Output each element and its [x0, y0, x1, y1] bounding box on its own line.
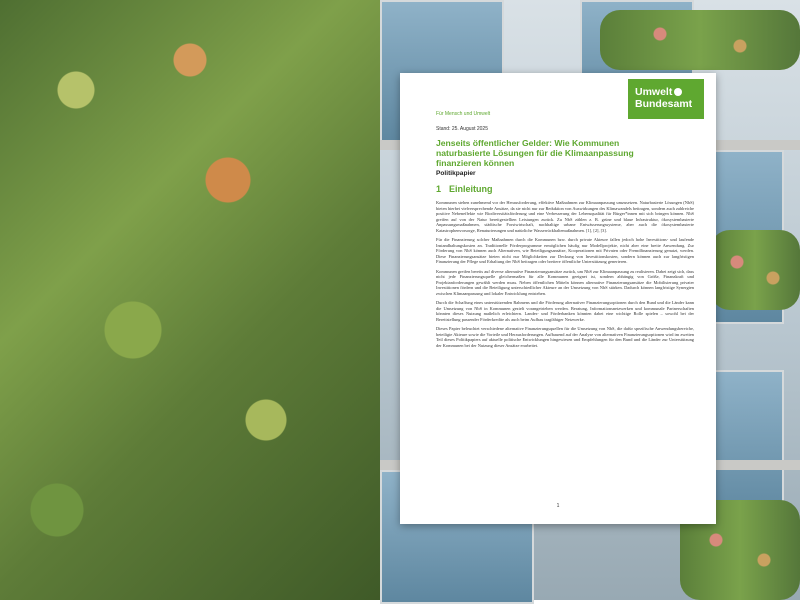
leaf-dot-icon — [674, 88, 682, 96]
document-date: Stand: 25. August 2025 — [436, 126, 488, 132]
planter — [600, 10, 800, 70]
page-number: 1 — [556, 503, 560, 509]
section-number: 1 — [436, 184, 442, 194]
section-title: Einleitung — [449, 184, 493, 194]
logo-line1: Umwelt — [635, 86, 673, 98]
body-text — [436, 200, 694, 352]
document-title: Jenseits öffentlicher Gelder: Wie Kommunen naturbasierte Lösungen für die Klimaanpassung finanzieren können — [436, 138, 634, 168]
paragraph: Für die Finanzierung solcher Maßnahmen durch die Kommunen bzw. durch private Akteure fallen jedoch hohe Investitions- und laufende Instandhaltungskosten an. Traditionelle Förderprogramme ermöglichen häufig nur Modellprojekte, nicht aber eine breite Anwendung. Zur Förderung von NbS können auch Alternativen, wie Beteiligungsansätze, Kooperationen mit Privaten oder Fremdfinanzierung genutzt, werden. Diese Finanzierungsansätze bieten nicht nur Möglichkeiten zur Deckung von Investitionskosten, sondern können auch zur langfristigen Finanzierung der Pflege und Erhaltung der NbS beitragen oder breitere öffentliche Unterstützung generieren. — [436, 237, 694, 264]
tagline: Für Mensch und Umwelt — [436, 111, 491, 117]
logo-line2: Bundesamt — [635, 98, 693, 110]
paragraph: Kommunen greifen bereits auf diverse alternative Finanzierungsansätze zurück, um NbS zur Klimaanpassung zu realisieren. Dabei zeigt sich, dass nicht jede Finanzierungsquelle gleichermaßen für alle Kommunen geeignet ist, sondern abhängig von Größe, Finanzkraft und Projektanforderungen gewählt werden muss. Neben öffentlichen Mitteln können alternative Finanzierungsansätze die Mobilisierung privater Investitionen fördern und die Beteiligung unterschiedlicher Akteure an der Umsetzung von NbS stärken. Dadurch können langfristige Synergien zwischen Klimaanpassung und lokaler Entwicklung entstehen. — [436, 268, 694, 296]
paragraph: Durch die Schaffung eines unterstützenden Rahmens und die Förderung alternativer Finanzierungsoptionen durch den Bund und die Länder kann die Umsetzung von NbS in Kommunen gezielt vorangetrieben werden. Beratung, Informationsnetzwerken und kommunale Partnerschaften könnten dieses Nutzung maßelich erleichtern. Landes- und Förderbanken könnten dabei eine wichtige Rolle spielen – sowohl bei der Bereitstellung passender Förderkredite als auch beim Aufbau tragfähiger Netzwerke. — [436, 300, 694, 322]
document-subtitle: Politikpapier — [436, 170, 476, 177]
policy-paper-page — [400, 73, 716, 524]
planter — [710, 230, 800, 310]
paragraph: Dieses Papier beleuchtet verschiedene alternative Finanzierungsquellen für die Umsetzung von NbS, die dafür spezifische Anwendungsbereiche, beteiligte Akteure sowie die Vorteile und Herausforderungen. Aufbauend auf der Analyse von alternativen Finanzierungsoptionen wird im zweiten Teil dieses Politikpapiers auf aktuelle politische Entwicklungen hingewiesen und Empfehlungen für den Bund und die Länder zur Unterstützung der Kommunen bei der Nutzung dieser Ansätze erarbeitet. — [436, 326, 694, 348]
section-heading — [436, 184, 501, 194]
paragraph: Kommunen stehen zunehmend vor der Herausforderung, effektive Maßnahmen zur Klimaanpassung umzusetzen. Naturbasierte Lösungen (NbS) bieten hierbei vielversprechende Ansätze, da sie nicht nur zur Reduktion von Auswirkungen des Klimawandels beitragen, sondern auch zahlreiche positive Nebeneffekte wie Biodiversitätsförderung und eine Verbesserung der Lebensqualität für Bürger*innen mit sich bringen können. NbS greifen auf von der Natur bereitgestellten Leistungen zurück. Zu NbS zählen z. B. grüne und blaue Infrastruktur, ökosystembasierte Anpassungsmaßnahmen, städtische Forstwirtschaft, nachhaltige urbane Entwässerungssysteme, aber auch die ökosystembasierte Katastrophenvorsorge, Renaturierungen und natürliche Wasserrückhaltemaßnahmen. [1], [2], [3]. — [436, 200, 694, 233]
uba-logo — [628, 79, 704, 119]
green-wall — [0, 0, 380, 600]
